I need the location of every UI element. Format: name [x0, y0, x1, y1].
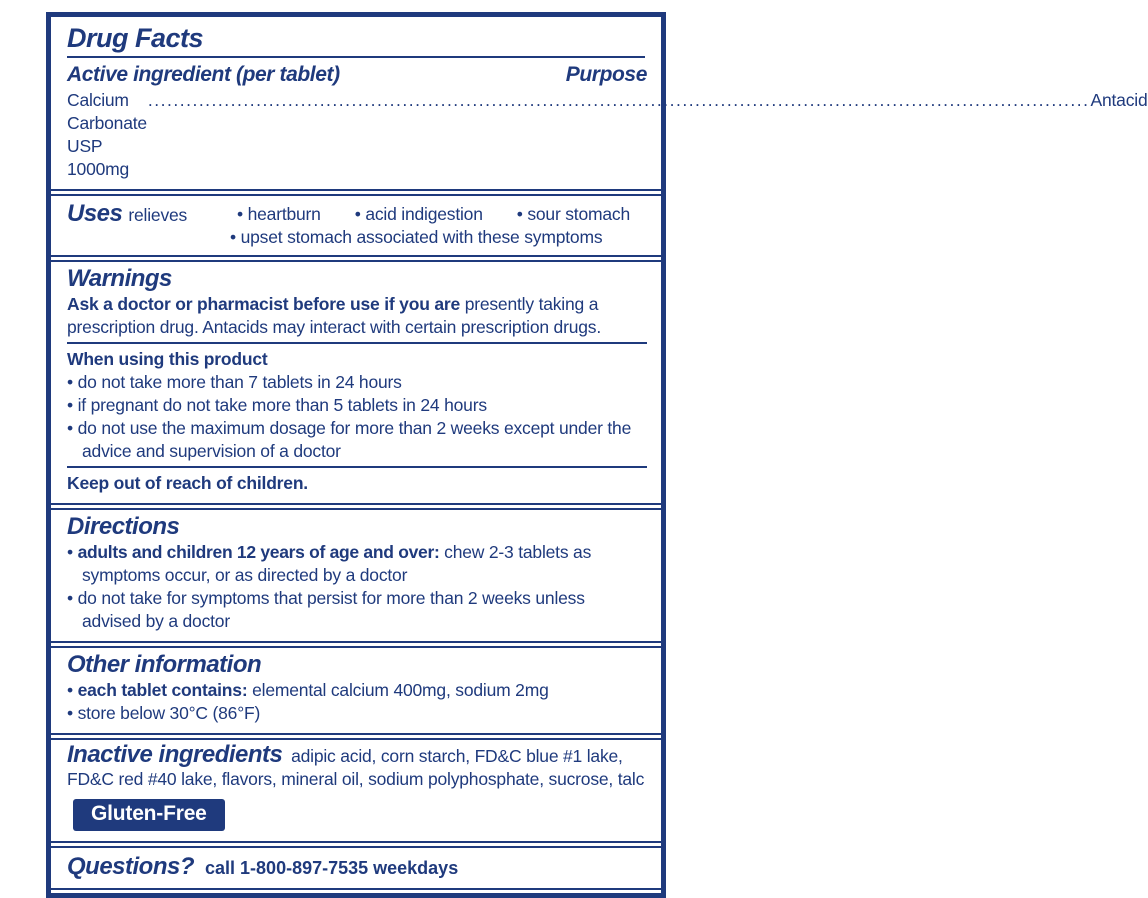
- warnings-divider-1: [67, 342, 647, 344]
- warnings-heading: Warnings: [67, 265, 172, 292]
- uses-heading: Uses: [67, 200, 123, 227]
- section-uses: [51, 194, 661, 257]
- uses-item: • heartburn: [237, 203, 321, 226]
- other-information-item: [67, 702, 647, 725]
- uses-item: • acid indigestion: [355, 203, 483, 226]
- section-other-information: [51, 646, 661, 735]
- uses-item: • sour stomach: [517, 203, 630, 226]
- directions-item: [67, 541, 647, 587]
- inactive-ingredients-heading: Inactive ingredients: [67, 741, 283, 768]
- title-divider: [67, 56, 645, 58]
- uses-items-row1: [237, 203, 647, 226]
- uses-row: [67, 199, 647, 249]
- section-directions: [51, 508, 661, 643]
- other-item-bold: each tablet contains:: [77, 680, 248, 700]
- other-item-rest: elemental calcium 400mg, sodium 2mg: [247, 680, 549, 700]
- keep-out-of-reach: Keep out of reach of children.: [67, 473, 308, 493]
- questions-line: [67, 851, 647, 883]
- leader-dots: [148, 89, 1090, 112]
- uses-lead: relieves: [128, 205, 188, 225]
- drug-facts-title: Drug Facts: [67, 23, 204, 53]
- directions-list: [67, 541, 647, 633]
- uses-left: [67, 199, 215, 249]
- uses-items-row2: [215, 226, 647, 249]
- ingredient-purpose: Antacid: [1090, 90, 1148, 110]
- active-ingredient-heading: Active ingredient (per tablet): [67, 63, 340, 86]
- directions-item: [67, 587, 647, 633]
- drug-facts-label: [46, 12, 1148, 898]
- directions-item-rest: do not take for symptoms that persist for more than 2 weeks unless advised by a doctor: [77, 588, 585, 631]
- purpose-heading: Purpose: [565, 63, 647, 86]
- when-using-list: [67, 371, 647, 463]
- questions-heading: Questions?: [67, 853, 195, 880]
- section-inactive-ingredients: [51, 738, 661, 843]
- directions-item-rest: chew 2-3 tablets as symptoms occur, or as directed by a doctor: [82, 542, 592, 585]
- when-using-item: • do not use the maximum dosage for more than 2 weeks except under the advice and supervision of a doctor: [67, 417, 647, 463]
- warnings-ask-bold: Ask a doctor or pharmacist before use if you are: [67, 294, 461, 314]
- questions-phone-text: call 1-800-897-7535 weekdays: [200, 858, 459, 878]
- gluten-free-badge: Gluten-Free: [73, 799, 225, 831]
- other-information-list: [67, 679, 647, 725]
- warnings-divider-2: [67, 466, 647, 468]
- when-using-item: • if pregnant do not take more than 5 tablets in 24 hours: [67, 394, 647, 417]
- warnings-ask-paragraph: [67, 293, 647, 339]
- directions-heading: Directions: [67, 513, 180, 540]
- inactive-ingredients-text: adipic acid, corn starch, FD&C blue #1 lake, FD&C red #40 lake, flavors, mineral oil, sodium polyphosphate, sucrose, talc: [67, 746, 645, 789]
- active-ingredient-header-row: [67, 62, 647, 88]
- uses-item: • upset stomach associated with these symptoms: [215, 227, 602, 247]
- other-information-item: [67, 679, 647, 702]
- uses-items: [215, 199, 647, 249]
- when-using-heading: When using this product: [67, 349, 268, 369]
- section-warnings: [51, 260, 661, 505]
- when-using-item: • do not take more than 7 tablets in 24 hours: [67, 371, 647, 394]
- directions-item-bold: adults and children 12 years of age and over:: [77, 542, 440, 562]
- inactive-ingredients-paragraph: [67, 743, 647, 791]
- ingredient-row: [67, 89, 1148, 181]
- ingredient-name: Calcium Carbonate USP 1000mg: [67, 90, 147, 179]
- other-item-rest: store below 30°C (86°F): [77, 703, 261, 723]
- section-questions: [51, 846, 661, 890]
- section-active-ingredient: [51, 17, 1148, 191]
- warnings-ask-rest: presently taking a prescription drug. Antacids may interact with certain prescription drugs.: [67, 294, 601, 337]
- other-information-heading: Other information: [67, 651, 262, 678]
